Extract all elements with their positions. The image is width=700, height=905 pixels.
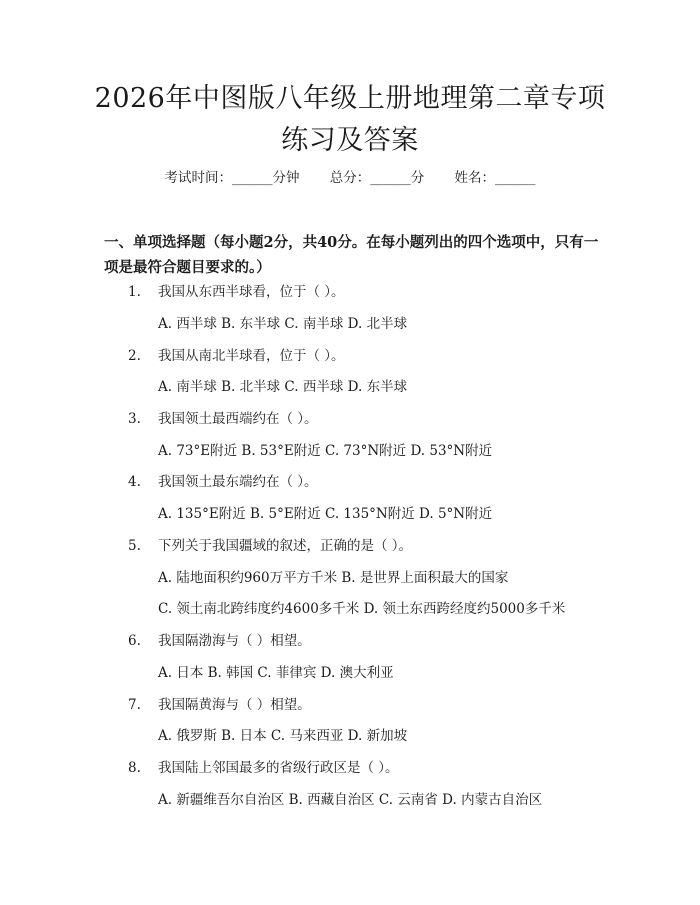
question-text: 下列关于我国疆域的叙述，正确的是（ ）。 xyxy=(158,538,413,554)
question-text: 我国从东西半球看，位于（ ）。 xyxy=(158,284,345,300)
question-item xyxy=(128,472,318,492)
question-number: 3. xyxy=(128,411,141,427)
question-options: A. 西半球 B. 东半球 C. 南半球 D. 北半球 xyxy=(158,316,408,332)
student-name-field: 姓名：______ xyxy=(454,170,536,186)
question-number: 5. xyxy=(128,538,141,554)
question-text: 我国领土最东端约在（ ）。 xyxy=(158,474,318,490)
question-options: A. 新疆维吾尔自治区 B. 西藏自治区 C. 云南省 D. 内蒙古自治区 xyxy=(158,792,543,808)
total-score-field: 总分：______分 xyxy=(329,170,425,186)
question-number: 2. xyxy=(128,348,141,364)
question-item xyxy=(128,631,311,651)
question-text: 我国领土最西端约在（ ）。 xyxy=(158,411,318,427)
exam-time-field: 考试时间：______分钟 xyxy=(164,170,300,186)
question-options: A. 陆地面积约960万平方千米 B. 是世界上面积最大的国家 xyxy=(158,570,509,586)
question-options: A. 日本 B. 韩国 C. 菲律宾 D. 澳大利亚 xyxy=(158,665,394,681)
question-item xyxy=(128,536,412,556)
question-item xyxy=(128,346,345,366)
question-text: 我国陆上邻国最多的省级行政区是（ ）。 xyxy=(158,760,399,776)
exam-meta xyxy=(0,168,700,188)
question-item xyxy=(128,695,311,715)
section-heading: 一、单项选择题（每小题2分，共40分。在每小题列出的四个选项中，只有一项是最符合题目要求的。） xyxy=(104,234,599,276)
question-number: 4. xyxy=(128,474,141,490)
question-number: 8. xyxy=(128,760,141,776)
question-item xyxy=(128,409,318,429)
question-options: A. 俄罗斯 B. 日本 C. 马来西亚 D. 新加坡 xyxy=(158,728,408,744)
page-title: 2026年中图版八年级上册地理第二章专项练习及答案 xyxy=(94,83,606,156)
question-item xyxy=(128,282,345,302)
question-text: 我国隔黄海与（ ）相望。 xyxy=(158,697,311,713)
question-options: A. 135°E附近 B. 5°E附近 C. 135°N附近 D. 5°N附近 xyxy=(158,506,493,522)
question-number: 1. xyxy=(128,284,141,300)
question-number: 6. xyxy=(128,633,141,649)
question-item xyxy=(128,758,399,778)
question-options: C. 领土南北跨纬度约4600多千米 D. 领土东西跨经度约5000多千米 xyxy=(158,601,566,617)
question-options: A. 73°E附近 B. 53°E附近 C. 73°N附近 D. 53°N附近 xyxy=(158,443,493,459)
question-text: 我国隔渤海与（ ）相望。 xyxy=(158,633,311,649)
question-text: 我国从南北半球看，位于（ ）。 xyxy=(158,348,345,364)
question-number: 7. xyxy=(128,697,141,713)
question-options: A. 南半球 B. 北半球 C. 西半球 D. 东半球 xyxy=(158,379,408,395)
